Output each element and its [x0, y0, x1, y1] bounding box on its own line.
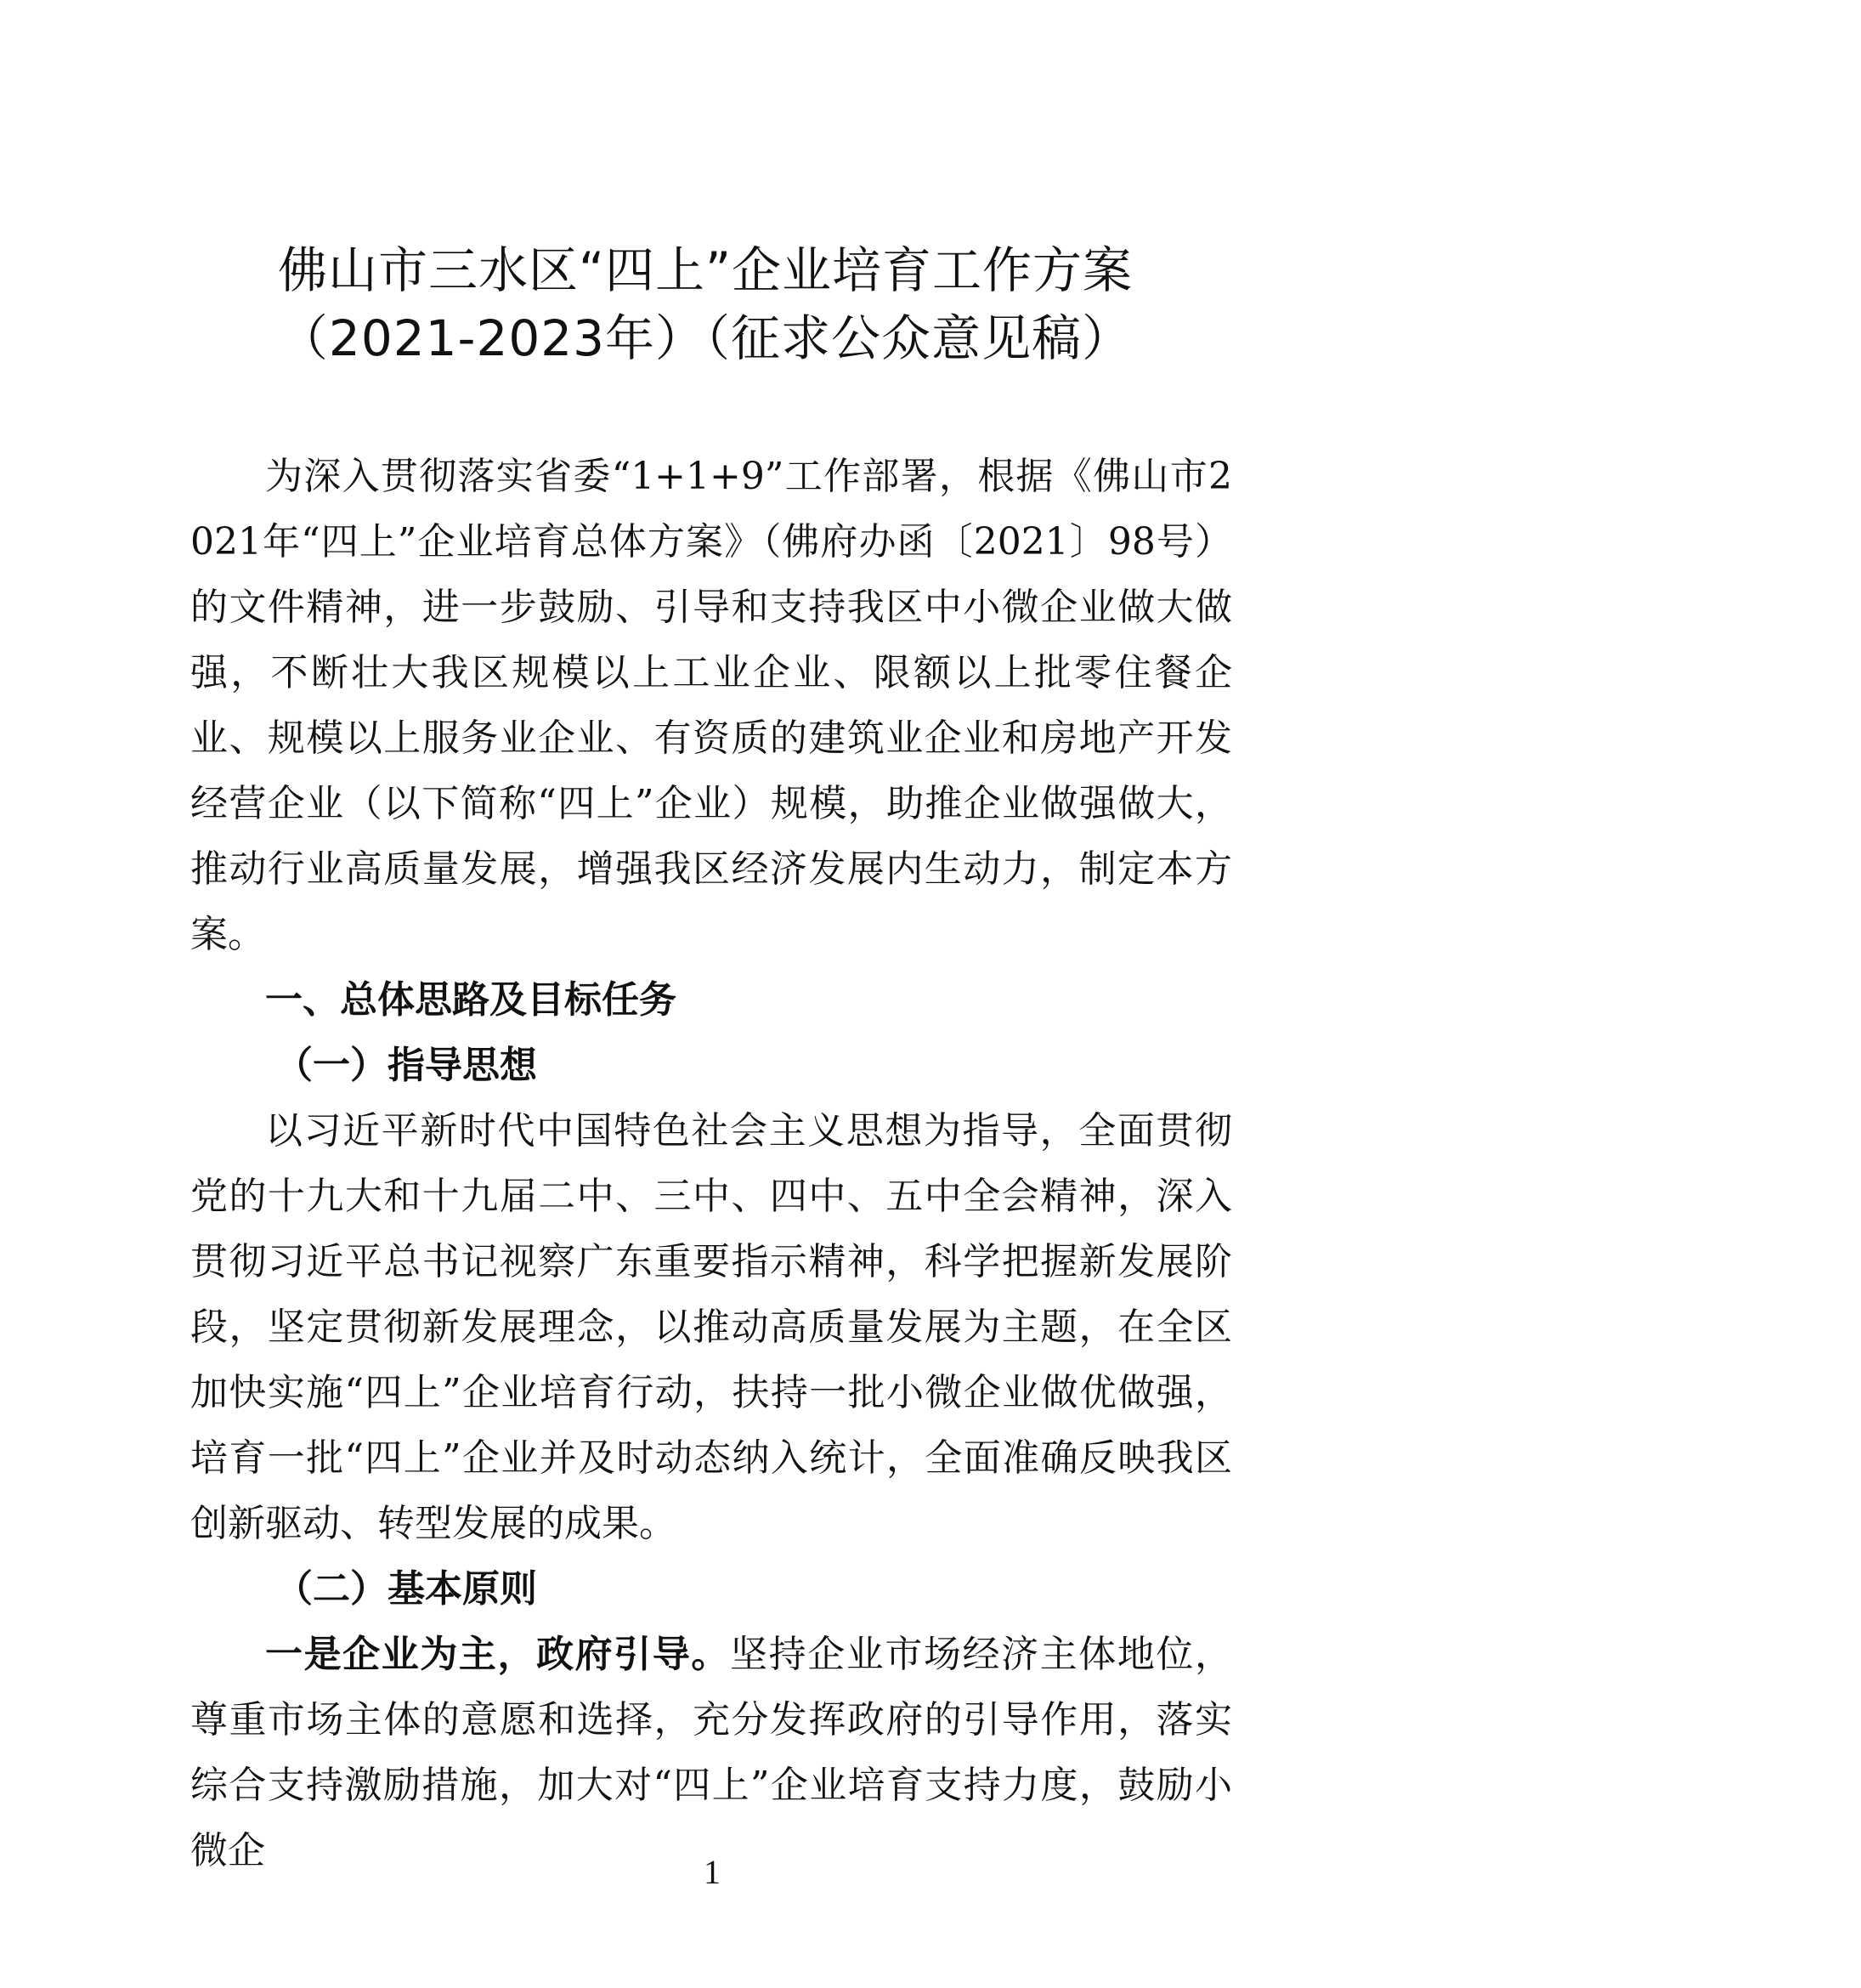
document-title-line-2: （2021-2023年）（征求公众意见稿） — [278, 309, 1133, 367]
principle-1-lead: 一是企业为主，政府引导。 — [265, 1633, 730, 1676]
document-title-line-1: 佛山市三水区“四上”企业培育工作方案 — [277, 241, 1134, 299]
subsection-1-heading: （一）指导思想 — [275, 1044, 537, 1087]
subsection-2-heading: （二）基本原则 — [275, 1567, 537, 1611]
intro-paragraph: 为深入贯彻落实省委“1+1+9”工作部署，根据《佛山市2021年“四上”企业培育总体方案》（佛府办函〔2021〕98号）的文件精神，进一步鼓励、引导和支持我区中小微企业做大做强，不断壮大我区规模以上工业企业、限额以上批零住餐企业、规模以上服务业企业、有资质的建筑业企业和房地产开发经营企业（以下简称“四上”企业）规模，助推企业做强做大，推动行业高质量发展，增强我区经济发展内生动力，制定本方案。 — [190, 455, 1232, 956]
principle-1-paragraph — [190, 1622, 1232, 1883]
guiding-ideology-paragraph: 以习近平新时代中国特色社会主义思想为指导，全面贯彻党的十九大和十九届二中、三中、四中、五中全会精神，深入贯彻习近平总书记视察广东重要指示精神，科学把握新发展阶段，坚定贯彻新发展理念，以推动高质量发展为主题，在全区加快实施“四上”企业培育行动，扶持一批小微企业做优做强，培育一批“四上”企业并及时动态纳入统计，全面准确反映我区创新驱动、转型发展的成果。 — [190, 1109, 1232, 1545]
page-number: 1 — [704, 1853, 721, 1891]
principle-1-text: 坚持企业市场经济主体地位，尊重市场主体的意愿和选择，充分发挥政府的引导作用，落实综合支持激励措施，加大对“四上”企业培育支持力度，鼓励小微企 — [190, 1633, 1232, 1872]
document-body — [190, 444, 1232, 1883]
section-1-heading: 一、总体思路及目标任务 — [265, 978, 676, 1022]
